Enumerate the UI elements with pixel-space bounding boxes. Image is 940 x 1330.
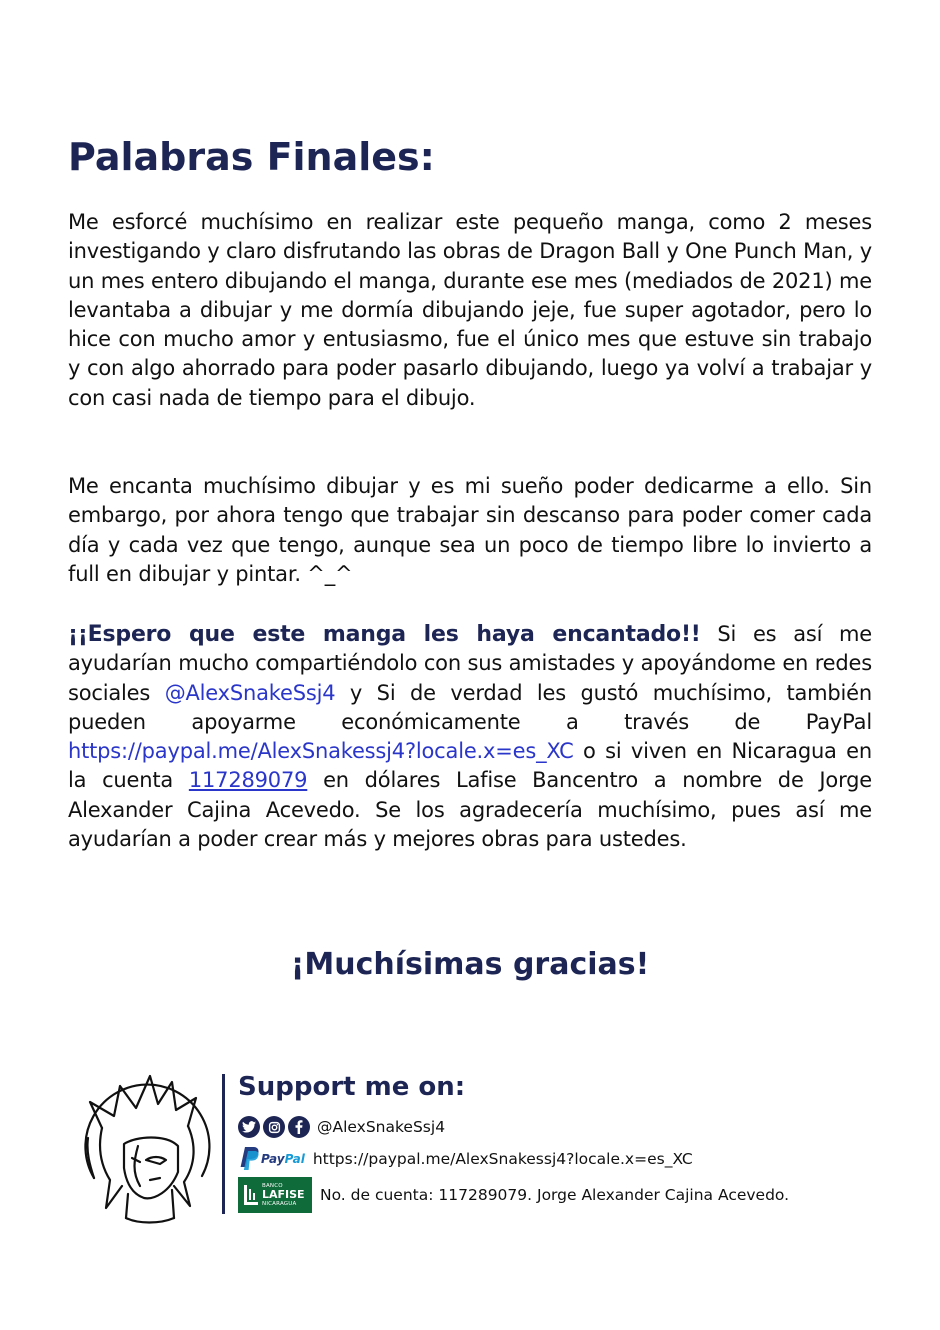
twitter-icon[interactable] (238, 1116, 260, 1138)
paypal-url-text[interactable]: https://paypal.me/AlexSnakessj4?locale.x=es_XC (312, 1150, 693, 1168)
paragraph-support (68, 620, 872, 854)
facebook-icon[interactable] (288, 1116, 310, 1138)
lafise-logo-top: BANCO (262, 1183, 283, 1189)
thanks-heading: ¡Muchísimas gracias! (290, 947, 650, 982)
support-text-4: en dólares Lafise Bancentro a nombre de Jorge Alexander Cajina Acevedo. Se los agradecería muchísimo, pues así me ayudarían a poder crear más y mejores obras para ustedes. (68, 768, 872, 852)
social-handle-text: @AlexSnakeSsj4 (317, 1118, 446, 1136)
support-text-2: y Si de verdad les gustó muchísimo, también pueden apoyarme económicamente a través de PayPal (68, 680, 873, 734)
account-number-link[interactable]: 117289079 (188, 768, 308, 793)
lafise-logo-bottom: NICARAGUA (262, 1201, 297, 1207)
paypal-logo-pal: Pal (284, 1152, 305, 1166)
lafise-logo-icon (238, 1177, 312, 1213)
support-title: Support me on: (238, 1072, 466, 1102)
author-avatar-icon (80, 1068, 212, 1226)
paypal-link[interactable]: https://paypal.me/AlexSnakessj4?locale.x=es_XC (68, 739, 574, 764)
paragraph-intro: Me esforcé muchísimo en realizar este pequeño manga, como 2 meses investigando y claro disfrutando las obras de Dragon Ball y One Punch Man, y un mes entero dibujando el manga, durante ese mes (mediados de 2021) me levantaba a dibujar y me dormía dibujando jeje, fue super agotador, pero lo hice con mucho amor y entusiasmo, fue el único mes que estuve sin trabajo y con algo ahorrado para poder pasarlo dibujando, luego ya volví a trabajar y con casi nada de tiempo para el dibujo. (68, 210, 872, 410)
lafise-logo-name: LAFISE (262, 1188, 305, 1201)
instagram-icon[interactable] (263, 1116, 285, 1138)
paypal-row (238, 1145, 693, 1173)
social-row (238, 1115, 445, 1139)
paypal-logo-pay: Pay (261, 1152, 285, 1166)
highlight-text: ¡¡Espero que este manga les haya encantado!! (68, 622, 701, 647)
paragraph-dream: Me encanta muchísimo dibujar y es mi sueño poder dedicarme a ello. Sin embargo, por ahora tengo que trabajar sin descanso para poder comer cada día y cada vez que tengo, aunque sea un poco de tiempo libre lo invierto a full en dibujar y pintar. ^_^ (68, 474, 872, 586)
bank-account-text: No. de cuenta: 117289079. Jorge Alexander Cajina Acevedo. (320, 1186, 790, 1204)
support-text-3: o si viven en Nicaragua en la cuenta (68, 739, 872, 793)
vertical-divider (222, 1074, 225, 1214)
paypal-logo-icon (238, 1146, 305, 1172)
bank-row (238, 1176, 789, 1214)
support-text-1: Si es así me ayudarían mucho compartiéndolo con sus amistades y apoyándome en redes sociales (68, 622, 872, 705)
page-title: Palabras Finales: (68, 135, 435, 179)
social-handle-link[interactable]: @AlexSnakeSsj4 (164, 680, 336, 705)
